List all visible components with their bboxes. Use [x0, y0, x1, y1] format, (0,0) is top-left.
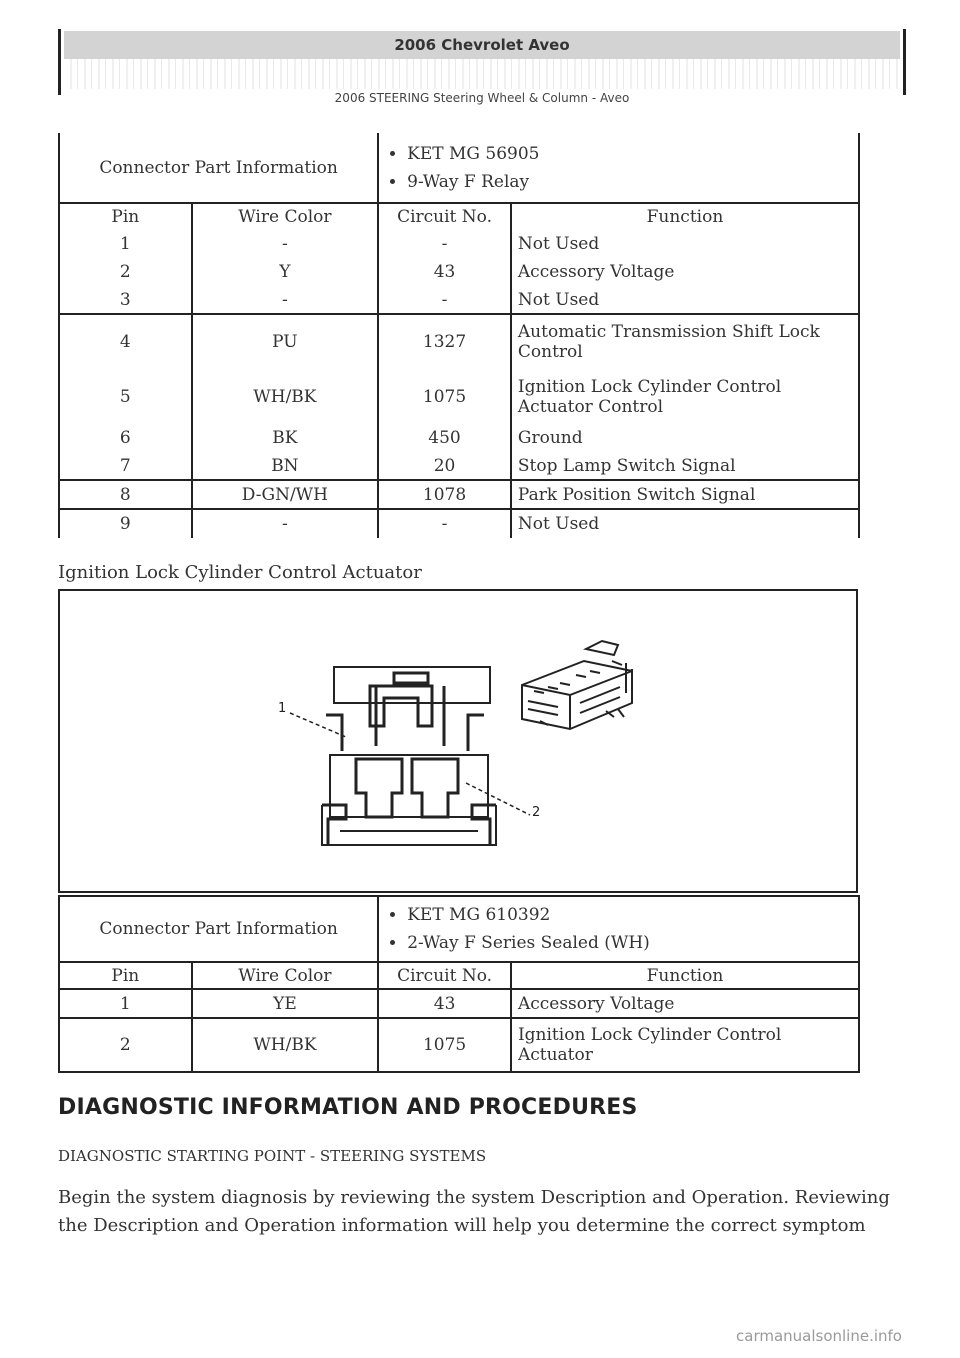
connector-part-info-values — [378, 896, 859, 962]
function-cell: Not Used — [511, 509, 859, 538]
function-cell: Stop Lamp Switch Signal — [511, 452, 859, 480]
callout-2-label: 2 — [532, 805, 541, 820]
col-circuit-no: Circuit No. — [378, 962, 511, 989]
pin-cell: 9 — [59, 509, 192, 538]
circuit-cell: - — [378, 286, 511, 314]
circuit-cell: 1075 — [378, 369, 511, 424]
connector-drawing — [60, 591, 856, 891]
table-header-row — [59, 962, 859, 989]
table-row — [59, 989, 859, 1018]
connector-type: • 9-Way F Relay — [407, 168, 852, 196]
pin-cell: 7 — [59, 452, 192, 480]
col-wire-color: Wire Color — [192, 203, 379, 230]
pin-cell: 5 — [59, 369, 192, 424]
wire-color-cell: WH/BK — [192, 1018, 379, 1072]
col-function: Function — [511, 962, 859, 989]
wire-color-cell: BN — [192, 452, 379, 480]
connector-isometric-view — [522, 641, 632, 729]
callout-1-label: 1 — [278, 701, 287, 716]
connector-table-actuator — [58, 895, 860, 1073]
wire-color-cell: D-GN/WH — [192, 480, 379, 509]
circuit-cell: - — [378, 509, 511, 538]
circuit-cell: - — [378, 230, 511, 258]
col-pin: Pin — [59, 962, 192, 989]
connector-part-info-values — [378, 133, 859, 203]
circuit-cell: 20 — [378, 452, 511, 480]
function-cell: Park Position Switch Signal — [511, 480, 859, 509]
function-cell: Accessory Voltage — [511, 989, 859, 1018]
header-texture — [64, 59, 900, 89]
table-row — [59, 1018, 859, 1072]
pin-cell: 4 — [59, 314, 192, 369]
circuit-cell: 43 — [378, 989, 511, 1018]
col-circuit-no: Circuit No. — [378, 203, 511, 230]
callout-1-leader — [290, 713, 346, 737]
connector-part-info-label: Connector Part Information — [59, 133, 378, 203]
table-row — [59, 314, 859, 369]
vehicle-title: 2006 Chevrolet Aveo — [64, 31, 900, 59]
connector-part-number: • KET MG 610392 — [407, 901, 852, 929]
wire-color-cell: - — [192, 509, 379, 538]
col-function: Function — [511, 203, 859, 230]
function-cell: Not Used — [511, 286, 859, 314]
wire-color-cell: Y — [192, 258, 379, 286]
section-subtitle: 2006 STEERING Steering Wheel & Column - Aveo — [334, 91, 630, 105]
circuit-cell: 1075 — [378, 1018, 511, 1072]
table-row — [59, 509, 859, 538]
table-row — [59, 424, 859, 452]
connector-front-view — [322, 667, 496, 845]
wire-color-cell: WH/BK — [192, 369, 379, 424]
document-header — [58, 29, 906, 105]
circuit-cell: 43 — [378, 258, 511, 286]
table-row — [59, 452, 859, 480]
function-cell: Automatic Transmission Shift Lock Control — [511, 314, 859, 369]
pin-cell: 2 — [59, 1018, 192, 1072]
pin-cell: 3 — [59, 286, 192, 314]
pin-cell: 1 — [59, 989, 192, 1018]
section-caption: Ignition Lock Cylinder Control Actuator — [58, 562, 422, 583]
wire-color-cell: BK — [192, 424, 379, 452]
table-row — [59, 286, 859, 314]
function-cell: Accessory Voltage — [511, 258, 859, 286]
function-cell: Ignition Lock Cylinder Control Actuator — [511, 1018, 859, 1072]
subsection-heading: DIAGNOSTIC STARTING POINT - STEERING SYSTEMS — [58, 1147, 487, 1165]
site-watermark[interactable]: carmanualsonline.info — [736, 1327, 902, 1345]
pin-cell: 2 — [59, 258, 192, 286]
pin-cell: 6 — [59, 424, 192, 452]
connector-part-info-label: Connector Part Information — [59, 896, 378, 962]
circuit-cell: 1078 — [378, 480, 511, 509]
pin-cell: 1 — [59, 230, 192, 258]
table-header-row — [59, 203, 859, 230]
connector-table-relay — [58, 133, 860, 538]
circuit-cell: 450 — [378, 424, 511, 452]
table-row — [59, 480, 859, 509]
circuit-cell: 1327 — [378, 314, 511, 369]
function-cell: Ground — [511, 424, 859, 452]
callout-2-leader — [466, 783, 530, 815]
wire-color-cell: YE — [192, 989, 379, 1018]
wire-color-cell: - — [192, 286, 379, 314]
header-left-rule — [58, 29, 61, 95]
function-cell: Ignition Lock Cylinder Control Actuator Control — [511, 369, 859, 424]
wire-color-cell: - — [192, 230, 379, 258]
col-wire-color: Wire Color — [192, 962, 379, 989]
table-row — [59, 369, 859, 424]
table-row — [59, 258, 859, 286]
connector-part-number: • KET MG 56905 — [407, 140, 852, 168]
table-row — [59, 230, 859, 258]
connector-diagram — [58, 589, 858, 893]
function-cell: Not Used — [511, 230, 859, 258]
col-pin: Pin — [59, 203, 192, 230]
connector-type: • 2-Way F Series Sealed (WH) — [407, 929, 852, 957]
header-right-rule — [903, 29, 906, 95]
pin-cell: 8 — [59, 480, 192, 509]
wire-color-cell: PU — [192, 314, 379, 369]
section-heading: DIAGNOSTIC INFORMATION AND PROCEDURES — [58, 1095, 638, 1120]
body-paragraph: Begin the system diagnosis by reviewing the system Description and Operation. Reviewing the Description and Operation information will help you determine the correct symptom — [58, 1187, 890, 1236]
